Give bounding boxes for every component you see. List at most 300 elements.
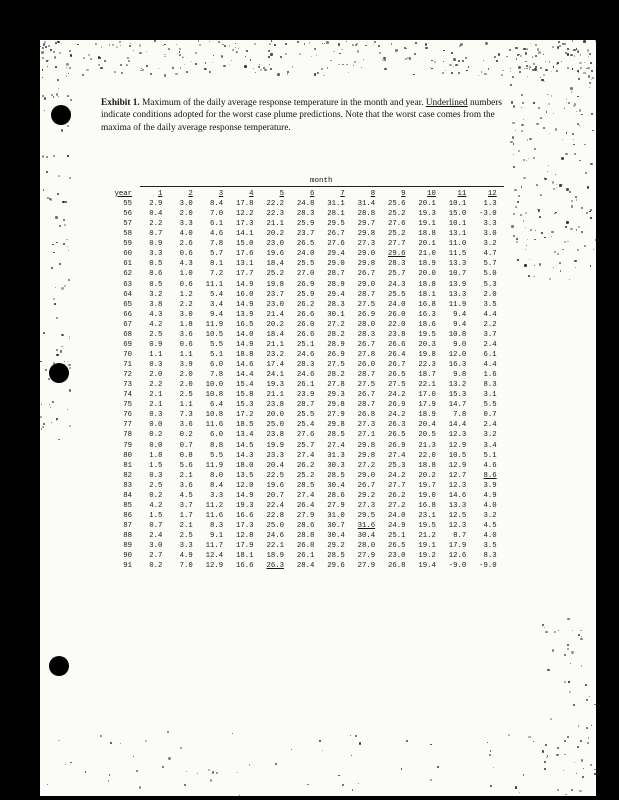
noise-speck bbox=[565, 52, 566, 53]
noise-speck bbox=[395, 49, 397, 51]
noise-speck bbox=[484, 73, 487, 76]
value-cell: 29.8 bbox=[357, 260, 376, 269]
value-cell: 10.8 bbox=[205, 391, 224, 400]
value-cell: 28.3 bbox=[388, 260, 406, 269]
noise-speck bbox=[579, 160, 581, 162]
table-row bbox=[98, 511, 497, 521]
noise-speck bbox=[112, 44, 114, 46]
value-cell: 0.3 bbox=[149, 471, 163, 480]
noise-speck bbox=[191, 61, 193, 63]
value-cell: 14.6 bbox=[448, 491, 467, 500]
table-row bbox=[98, 451, 497, 461]
noise-speck bbox=[270, 53, 272, 55]
noise-speck bbox=[570, 87, 573, 90]
value-cell: 0.3 bbox=[149, 361, 163, 370]
noise-speck bbox=[264, 69, 266, 71]
noise-speck bbox=[589, 696, 590, 697]
value-cell: 29.4 bbox=[327, 290, 345, 299]
noise-speck bbox=[56, 354, 58, 356]
noise-speck bbox=[509, 49, 511, 51]
noise-speck bbox=[536, 184, 538, 186]
noise-speck bbox=[223, 65, 226, 68]
noise-speck bbox=[513, 143, 514, 144]
noise-speck bbox=[195, 63, 197, 65]
value-cell: 28.9 bbox=[327, 280, 345, 289]
noise-speck bbox=[554, 251, 556, 253]
value-cell: 2.0 bbox=[149, 371, 163, 380]
noise-speck bbox=[86, 69, 89, 72]
value-cell: 23.1 bbox=[418, 511, 436, 520]
noise-speck bbox=[172, 67, 174, 69]
value-cell: 9.0 bbox=[453, 340, 467, 349]
noise-speck bbox=[168, 757, 171, 760]
noise-speck bbox=[274, 44, 276, 46]
value-cell: 23.0 bbox=[266, 300, 284, 309]
noise-speck bbox=[537, 71, 538, 72]
value-cell: 18.9 bbox=[266, 552, 284, 561]
year-cell: 79 bbox=[123, 441, 132, 450]
noise-speck bbox=[53, 298, 55, 300]
noise-speck bbox=[567, 241, 569, 243]
noise-speck bbox=[167, 731, 169, 733]
value-cell: 12.4 bbox=[205, 552, 224, 561]
noise-speck bbox=[57, 41, 59, 43]
noise-speck bbox=[314, 73, 316, 75]
noise-speck bbox=[338, 775, 339, 776]
noise-speck bbox=[176, 44, 177, 45]
value-cell: 5.5 bbox=[210, 451, 224, 460]
noise-speck bbox=[564, 740, 566, 742]
noise-speck bbox=[231, 60, 232, 61]
noise-speck bbox=[415, 42, 417, 44]
noise-speck bbox=[42, 95, 44, 97]
noise-speck bbox=[462, 60, 464, 62]
value-cell: 23.8 bbox=[266, 431, 284, 440]
noise-speck bbox=[244, 65, 247, 68]
value-cell: 2.0 bbox=[179, 381, 193, 390]
value-cell: 0.9 bbox=[149, 340, 163, 349]
year-cell: 73 bbox=[123, 381, 132, 390]
noise-speck bbox=[104, 60, 106, 62]
noise-speck bbox=[520, 214, 522, 216]
noise-speck bbox=[510, 141, 512, 143]
year-cell: 90 bbox=[123, 552, 132, 561]
value-cell: 7.8 bbox=[453, 411, 467, 420]
noise-speck bbox=[490, 750, 492, 752]
value-cell: 11.7 bbox=[205, 542, 224, 551]
noise-speck bbox=[493, 767, 494, 768]
noise-speck bbox=[346, 41, 348, 43]
noise-speck bbox=[139, 52, 141, 54]
value-cell: 27.4 bbox=[327, 441, 345, 450]
noise-speck bbox=[69, 177, 71, 179]
noise-speck bbox=[437, 766, 439, 768]
noise-speck bbox=[574, 260, 577, 263]
noise-speck bbox=[576, 199, 577, 200]
value-cell: 9.4 bbox=[453, 320, 467, 329]
noise-speck bbox=[564, 43, 566, 45]
noise-speck bbox=[85, 771, 86, 772]
year-cell: 62 bbox=[123, 270, 132, 279]
year-cell: 67 bbox=[123, 320, 132, 329]
value-cell: 19.3 bbox=[236, 501, 254, 510]
noise-speck bbox=[425, 47, 427, 49]
value-cell: 14.9 bbox=[236, 300, 254, 309]
value-cell: 15.0 bbox=[236, 240, 254, 249]
noise-speck bbox=[323, 75, 324, 76]
noise-speck bbox=[43, 332, 45, 334]
noise-speck bbox=[46, 156, 47, 157]
noise-speck bbox=[139, 44, 142, 47]
noise-speck bbox=[574, 103, 576, 105]
value-cell: 20.4 bbox=[266, 461, 284, 470]
noise-speck bbox=[47, 784, 48, 785]
noise-speck bbox=[59, 263, 61, 265]
noise-speck bbox=[540, 67, 542, 69]
value-cell: 26.7 bbox=[388, 361, 406, 370]
noise-speck bbox=[572, 40, 573, 41]
noise-speck bbox=[42, 155, 44, 157]
noise-speck bbox=[564, 754, 566, 756]
noise-speck bbox=[548, 103, 550, 105]
noise-speck bbox=[576, 773, 577, 774]
noise-speck bbox=[175, 73, 177, 75]
value-cell: 3.4 bbox=[483, 441, 497, 450]
value-cell: 2.7 bbox=[149, 552, 163, 561]
value-cell: 26.8 bbox=[357, 411, 376, 420]
noise-speck bbox=[573, 139, 575, 141]
value-cell: 2.5 bbox=[149, 330, 163, 339]
noise-speck bbox=[547, 669, 549, 671]
noise-speck bbox=[529, 138, 532, 141]
value-cell: 21.4 bbox=[266, 310, 284, 319]
noise-speck bbox=[205, 62, 206, 63]
value-cell: 12.7 bbox=[448, 471, 467, 480]
noise-speck bbox=[533, 63, 535, 65]
month-header-11: 11 bbox=[457, 189, 467, 198]
value-cell: 19.1 bbox=[418, 542, 436, 551]
value-cell: 24.6 bbox=[296, 371, 315, 380]
value-cell: 29.4 bbox=[327, 250, 345, 259]
noise-speck bbox=[235, 47, 236, 48]
value-cell: 27.5 bbox=[327, 361, 345, 370]
noise-speck bbox=[478, 75, 479, 76]
noise-speck bbox=[342, 64, 343, 65]
value-cell: 24.2 bbox=[388, 391, 406, 400]
value-cell: 26.5 bbox=[388, 542, 406, 551]
noise-speck bbox=[521, 124, 523, 126]
value-cell: 16.8 bbox=[418, 300, 436, 309]
noise-speck bbox=[516, 238, 517, 239]
value-cell: 3.2 bbox=[483, 511, 497, 520]
value-cell: 25.2 bbox=[388, 230, 406, 239]
noise-speck bbox=[577, 249, 579, 251]
noise-speck bbox=[68, 279, 70, 281]
noise-speck bbox=[581, 231, 583, 233]
noise-speck bbox=[100, 67, 102, 69]
value-cell: 8.1 bbox=[210, 260, 224, 269]
noise-speck bbox=[545, 61, 546, 62]
noise-speck bbox=[571, 55, 572, 56]
value-cell: 25.2 bbox=[388, 210, 406, 219]
noise-speck bbox=[311, 56, 312, 57]
table-row bbox=[98, 551, 497, 561]
value-cell: 2.5 bbox=[179, 391, 193, 400]
value-cell: 4.6 bbox=[210, 230, 224, 239]
noise-speck bbox=[567, 48, 568, 49]
value-cell: 30.3 bbox=[327, 461, 345, 470]
noise-speck bbox=[218, 41, 220, 43]
table-header-row bbox=[98, 188, 497, 199]
value-cell: 7.0 bbox=[179, 562, 193, 571]
value-cell: 31.1 bbox=[327, 200, 345, 209]
value-cell: 22.2 bbox=[266, 200, 284, 209]
noise-speck bbox=[583, 768, 584, 769]
value-cell: 16.6 bbox=[236, 562, 254, 571]
noise-speck bbox=[210, 779, 212, 781]
noise-speck bbox=[518, 195, 520, 197]
noise-speck bbox=[562, 139, 564, 141]
value-cell: 26.5 bbox=[388, 431, 406, 440]
noise-speck bbox=[409, 57, 411, 59]
noise-speck bbox=[179, 51, 181, 53]
noise-speck bbox=[67, 155, 68, 156]
noise-speck bbox=[566, 188, 569, 191]
noise-speck bbox=[66, 75, 67, 76]
value-cell: 0.6 bbox=[179, 340, 193, 349]
year-cell: 76 bbox=[123, 411, 132, 420]
noise-speck bbox=[43, 189, 44, 190]
value-cell: 3.0 bbox=[483, 230, 497, 239]
noise-speck bbox=[527, 76, 528, 77]
value-cell: 4.4 bbox=[483, 361, 497, 370]
year-cell: 86 bbox=[123, 511, 132, 520]
noise-speck bbox=[465, 57, 467, 59]
value-cell: 3.9 bbox=[483, 481, 497, 490]
value-cell: 27.5 bbox=[388, 381, 406, 390]
noise-speck bbox=[535, 230, 536, 231]
noise-speck bbox=[232, 733, 233, 734]
value-cell: 23.0 bbox=[388, 552, 406, 561]
value-cell: 24.9 bbox=[388, 522, 406, 531]
noise-speck bbox=[576, 111, 578, 113]
noise-speck bbox=[579, 62, 581, 64]
noise-speck bbox=[555, 128, 558, 131]
value-cell: 29.8 bbox=[327, 401, 345, 410]
noise-speck bbox=[120, 45, 121, 46]
noise-speck bbox=[592, 77, 594, 79]
noise-speck bbox=[545, 631, 547, 633]
binder-hole-bottom bbox=[49, 656, 69, 676]
value-cell: 14.4 bbox=[236, 371, 254, 380]
table-row bbox=[98, 310, 497, 320]
value-cell: 28.9 bbox=[327, 340, 345, 349]
value-cell: 15.8 bbox=[236, 391, 254, 400]
value-cell: 17.3 bbox=[236, 220, 254, 229]
value-cell: 17.6 bbox=[236, 250, 254, 259]
value-cell: 14.0 bbox=[236, 330, 254, 339]
noise-speck bbox=[458, 60, 460, 62]
noise-speck bbox=[558, 41, 560, 43]
noise-speck bbox=[578, 226, 580, 228]
noise-speck bbox=[574, 762, 576, 764]
noise-speck bbox=[569, 191, 571, 193]
value-cell: 20.1 bbox=[418, 240, 436, 249]
value-cell: 27.9 bbox=[357, 552, 376, 561]
value-cell: 26.7 bbox=[357, 391, 376, 400]
noise-speck bbox=[562, 249, 563, 250]
noise-speck bbox=[594, 704, 596, 706]
table-row bbox=[98, 410, 497, 420]
value-cell: 1.1 bbox=[149, 350, 163, 359]
noise-speck bbox=[133, 756, 134, 757]
noise-speck bbox=[146, 65, 148, 67]
value-cell: 18.8 bbox=[236, 350, 254, 359]
noise-speck bbox=[580, 638, 582, 640]
noise-speck bbox=[518, 150, 520, 152]
table-row bbox=[98, 461, 497, 471]
noise-speck bbox=[523, 159, 525, 161]
value-cell: 12.0 bbox=[448, 350, 467, 359]
value-cell: 17.8 bbox=[236, 200, 254, 209]
year-cell: 66 bbox=[123, 310, 132, 319]
noise-speck bbox=[585, 684, 586, 685]
noise-speck bbox=[576, 229, 578, 231]
value-cell: 24.2 bbox=[388, 471, 406, 480]
table-row bbox=[98, 370, 497, 380]
value-cell: 11.0 bbox=[448, 240, 467, 249]
value-cell: 31.6 bbox=[357, 522, 376, 531]
value-cell: 4.0 bbox=[179, 230, 193, 239]
value-cell: 0.7 bbox=[179, 441, 193, 450]
value-cell: 6.1 bbox=[210, 220, 224, 229]
value-cell: 10.8 bbox=[205, 411, 224, 420]
noise-speck bbox=[553, 267, 554, 268]
value-cell: 12.2 bbox=[236, 210, 254, 219]
noise-speck bbox=[98, 64, 100, 66]
noise-speck bbox=[564, 108, 565, 109]
noise-speck bbox=[212, 62, 213, 63]
value-cell: 11.9 bbox=[205, 461, 224, 470]
noise-speck bbox=[47, 66, 48, 67]
noise-speck bbox=[246, 50, 248, 52]
noise-speck bbox=[229, 64, 230, 65]
noise-speck bbox=[542, 624, 543, 625]
value-cell: 26.6 bbox=[388, 340, 406, 349]
noise-speck bbox=[523, 220, 525, 222]
value-cell: 28.2 bbox=[327, 330, 345, 339]
value-cell: 25.3 bbox=[388, 461, 406, 470]
noise-speck bbox=[195, 52, 197, 54]
value-cell: 1.1 bbox=[179, 401, 193, 410]
value-cell: 2.2 bbox=[483, 320, 497, 329]
value-cell: 28.6 bbox=[327, 491, 345, 500]
value-cell: 20.0 bbox=[418, 270, 436, 279]
table-row bbox=[98, 259, 497, 269]
noise-speck bbox=[70, 762, 71, 763]
value-cell: 27.5 bbox=[357, 300, 376, 309]
value-cell: 19.8 bbox=[418, 350, 436, 359]
value-cell: 13.5 bbox=[236, 471, 254, 480]
value-cell: 3.3 bbox=[179, 542, 193, 551]
value-cell: 28.7 bbox=[357, 290, 376, 299]
value-cell: 3.0 bbox=[179, 310, 193, 319]
year-cell: 82 bbox=[123, 471, 132, 480]
value-cell: 2.2 bbox=[179, 300, 193, 309]
noise-speck bbox=[41, 428, 43, 430]
value-cell: 17.2 bbox=[236, 411, 254, 420]
value-cell: 26.8 bbox=[388, 562, 406, 571]
value-cell: 13.9 bbox=[236, 310, 254, 319]
noise-speck bbox=[556, 754, 558, 756]
value-cell: 18.8 bbox=[418, 280, 436, 289]
value-cell: 12.3 bbox=[448, 522, 467, 531]
noise-speck bbox=[379, 52, 382, 55]
noise-speck bbox=[352, 789, 353, 790]
value-cell: 3.5 bbox=[483, 542, 497, 551]
value-cell: 19.2 bbox=[418, 552, 436, 561]
noise-speck bbox=[586, 68, 587, 69]
value-cell: 27.2 bbox=[388, 501, 406, 510]
noise-speck bbox=[515, 47, 517, 49]
value-cell: 25.4 bbox=[296, 421, 315, 430]
value-cell: 3.7 bbox=[483, 330, 497, 339]
value-cell: 3.6 bbox=[179, 421, 193, 430]
value-cell: 28.3 bbox=[296, 210, 315, 219]
noise-speck bbox=[589, 211, 590, 212]
noise-speck bbox=[498, 53, 500, 55]
noise-speck bbox=[553, 66, 555, 68]
year-cell: 55 bbox=[123, 200, 132, 209]
value-cell: 19.1 bbox=[418, 220, 436, 229]
noise-speck bbox=[237, 772, 238, 773]
noise-speck bbox=[69, 336, 70, 337]
value-cell: 5.3 bbox=[483, 280, 497, 289]
noise-speck bbox=[573, 49, 575, 51]
value-cell: 5.0 bbox=[483, 270, 497, 279]
noise-speck bbox=[512, 136, 514, 138]
noise-speck bbox=[208, 769, 210, 771]
value-cell: 5.4 bbox=[210, 290, 224, 299]
noise-speck bbox=[121, 72, 123, 74]
noise-speck bbox=[595, 40, 596, 41]
noise-speck bbox=[554, 213, 555, 214]
noise-speck bbox=[108, 780, 109, 781]
noise-speck bbox=[575, 267, 576, 268]
noise-speck bbox=[567, 736, 569, 738]
noise-speck bbox=[186, 771, 188, 773]
value-cell: 23.9 bbox=[296, 391, 315, 400]
value-cell: 13.1 bbox=[236, 260, 254, 269]
noise-speck bbox=[552, 181, 554, 183]
noise-speck bbox=[546, 111, 547, 112]
noise-speck bbox=[535, 66, 537, 68]
value-cell: 0.0 bbox=[149, 421, 163, 430]
value-cell: 25.6 bbox=[388, 200, 406, 209]
noise-speck bbox=[140, 70, 141, 71]
noise-speck bbox=[510, 68, 511, 69]
noise-speck bbox=[146, 51, 147, 52]
value-cell: 14.9 bbox=[236, 280, 254, 289]
table-row bbox=[98, 290, 497, 300]
value-cell: 16.3 bbox=[448, 361, 467, 370]
document-page bbox=[40, 40, 596, 796]
noise-speck bbox=[70, 54, 72, 56]
noise-speck bbox=[431, 60, 433, 62]
value-cell: 29.7 bbox=[357, 220, 376, 229]
value-cell: 19.0 bbox=[418, 491, 436, 500]
binder-hole-top bbox=[51, 105, 71, 125]
